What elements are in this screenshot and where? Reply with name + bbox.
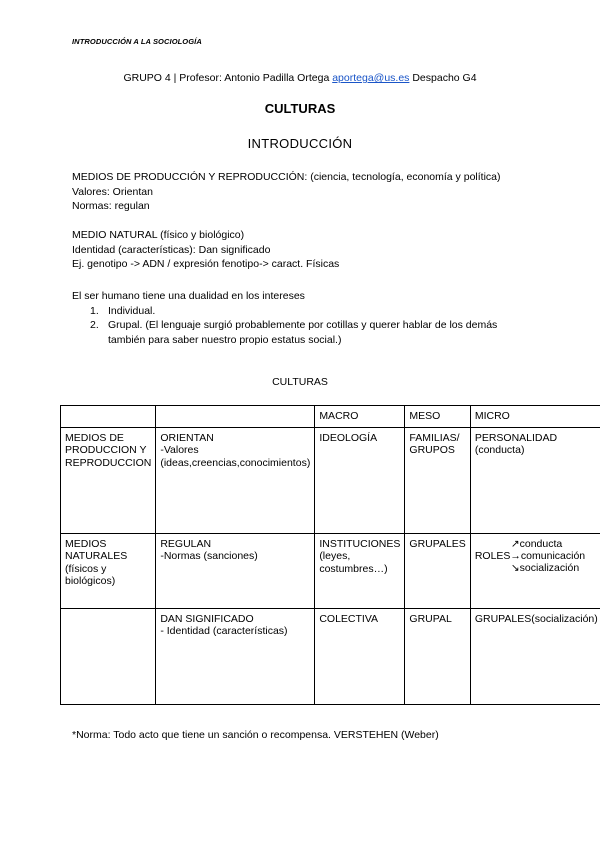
list-number: 2. [90, 319, 99, 331]
header-cell-empty-2 [156, 406, 315, 428]
cell-production: MEDIOS DE PRODUCCION Y REPRODUCCION [61, 427, 156, 533]
email-link[interactable]: aportega@us.es [332, 72, 410, 84]
cell-roles [470, 533, 600, 608]
duality-list [72, 304, 528, 348]
cell-grupales-socializacion: GRUPALES(socialización) [470, 608, 600, 704]
page-header: INTRODUCCIÓN A LA SOCIOLOGÍA [72, 37, 202, 46]
cultures-table [60, 405, 600, 705]
cell-natural: MEDIOS NATURALES (físicos y biológicos) [61, 533, 156, 608]
roles-conducta: ↗conducta [510, 537, 563, 550]
list-item [90, 318, 528, 347]
section-title: INTRODUCCIÓN [247, 136, 353, 151]
duality-intro: El ser humano tiene una dualidad en los intereses [72, 290, 305, 302]
cell-orientan [156, 427, 315, 533]
cell-personalidad: PERSONALIDAD (conducta) [470, 427, 600, 533]
cell-dan-significado-body: - Identidad (características) [160, 625, 288, 637]
cell-dan-significado-title: DAN SIGNIFICADO [160, 612, 254, 625]
footnote: *Norma: Todo acto que tiene un sanción o recompensa. VERSTEHEN (Weber) [72, 729, 439, 741]
header-cell-meso: MESO [405, 406, 470, 428]
cell-empty [61, 608, 156, 704]
norms-line: Normas: regulan [72, 200, 150, 212]
cell-colectiva: COLECTIVA [315, 608, 405, 704]
group-prefix: GRUPO 4 | Profesor: Antonio Padilla Ortega [123, 72, 333, 84]
cell-grupal: GRUPAL [405, 608, 470, 704]
identity-line: Identidad (características): Dan significado [72, 243, 271, 256]
values-line: Valores: Orientan [72, 185, 153, 198]
cell-familias: FAMILIAS/ GRUPOS [405, 427, 470, 533]
header-cell-micro: MICRO [470, 406, 600, 428]
header-cell-empty-1 [61, 406, 156, 428]
cell-grupales: GRUPALES [405, 533, 470, 608]
cell-ideologia: IDEOLOGÍA [315, 427, 405, 533]
cell-orientan-body: -Valores (ideas,creencias,conocimientos) [160, 444, 311, 469]
table-header-row [61, 406, 600, 428]
list-number: 1. [90, 304, 99, 317]
list-text: Grupal. (El lenguaje surgió probablemente por cotillas y querer hablar de los demás también para saber nuestro propio estatus social.) [108, 319, 498, 346]
group-info-line [0, 72, 600, 84]
cell-regulan [156, 533, 315, 608]
group-suffix: Despacho G4 [409, 72, 477, 84]
table-row [61, 427, 600, 533]
list-item [90, 304, 528, 319]
table-caption: CULTURAS [272, 376, 328, 388]
production-line: MEDIOS DE PRODUCCIÓN Y REPRODUCCIÓN: (ciencia, tecnología, economía y política) [72, 171, 501, 183]
example-line: Ej. genotipo -> ADN / expresión fenotipo-> caract. Físicas [72, 258, 340, 270]
cell-regulan-title: REGULAN [160, 537, 212, 550]
duality-block [72, 289, 528, 347]
list-text: Individual. [108, 304, 156, 317]
roles-comunicacion: ROLES→comunicación [474, 549, 586, 562]
document-title: CULTURAS [264, 101, 336, 116]
roles-socializacion: ↘socialización [510, 561, 580, 574]
production-block [72, 170, 501, 214]
roles-diagram [475, 538, 598, 578]
cell-instituciones: INSTITUCIONES (leyes, costumbres…) [315, 533, 405, 608]
cell-regulan-body: -Normas (sanciones) [160, 550, 258, 562]
header-cell-macro: MACRO [315, 406, 405, 428]
table-row [61, 608, 600, 704]
cell-orientan-title: ORIENTAN [160, 431, 214, 444]
table-row [61, 533, 600, 608]
natural-line: MEDIO NATURAL (físico y biológico) [72, 229, 245, 241]
natural-block [72, 228, 339, 272]
cell-dan-significado [156, 608, 315, 704]
